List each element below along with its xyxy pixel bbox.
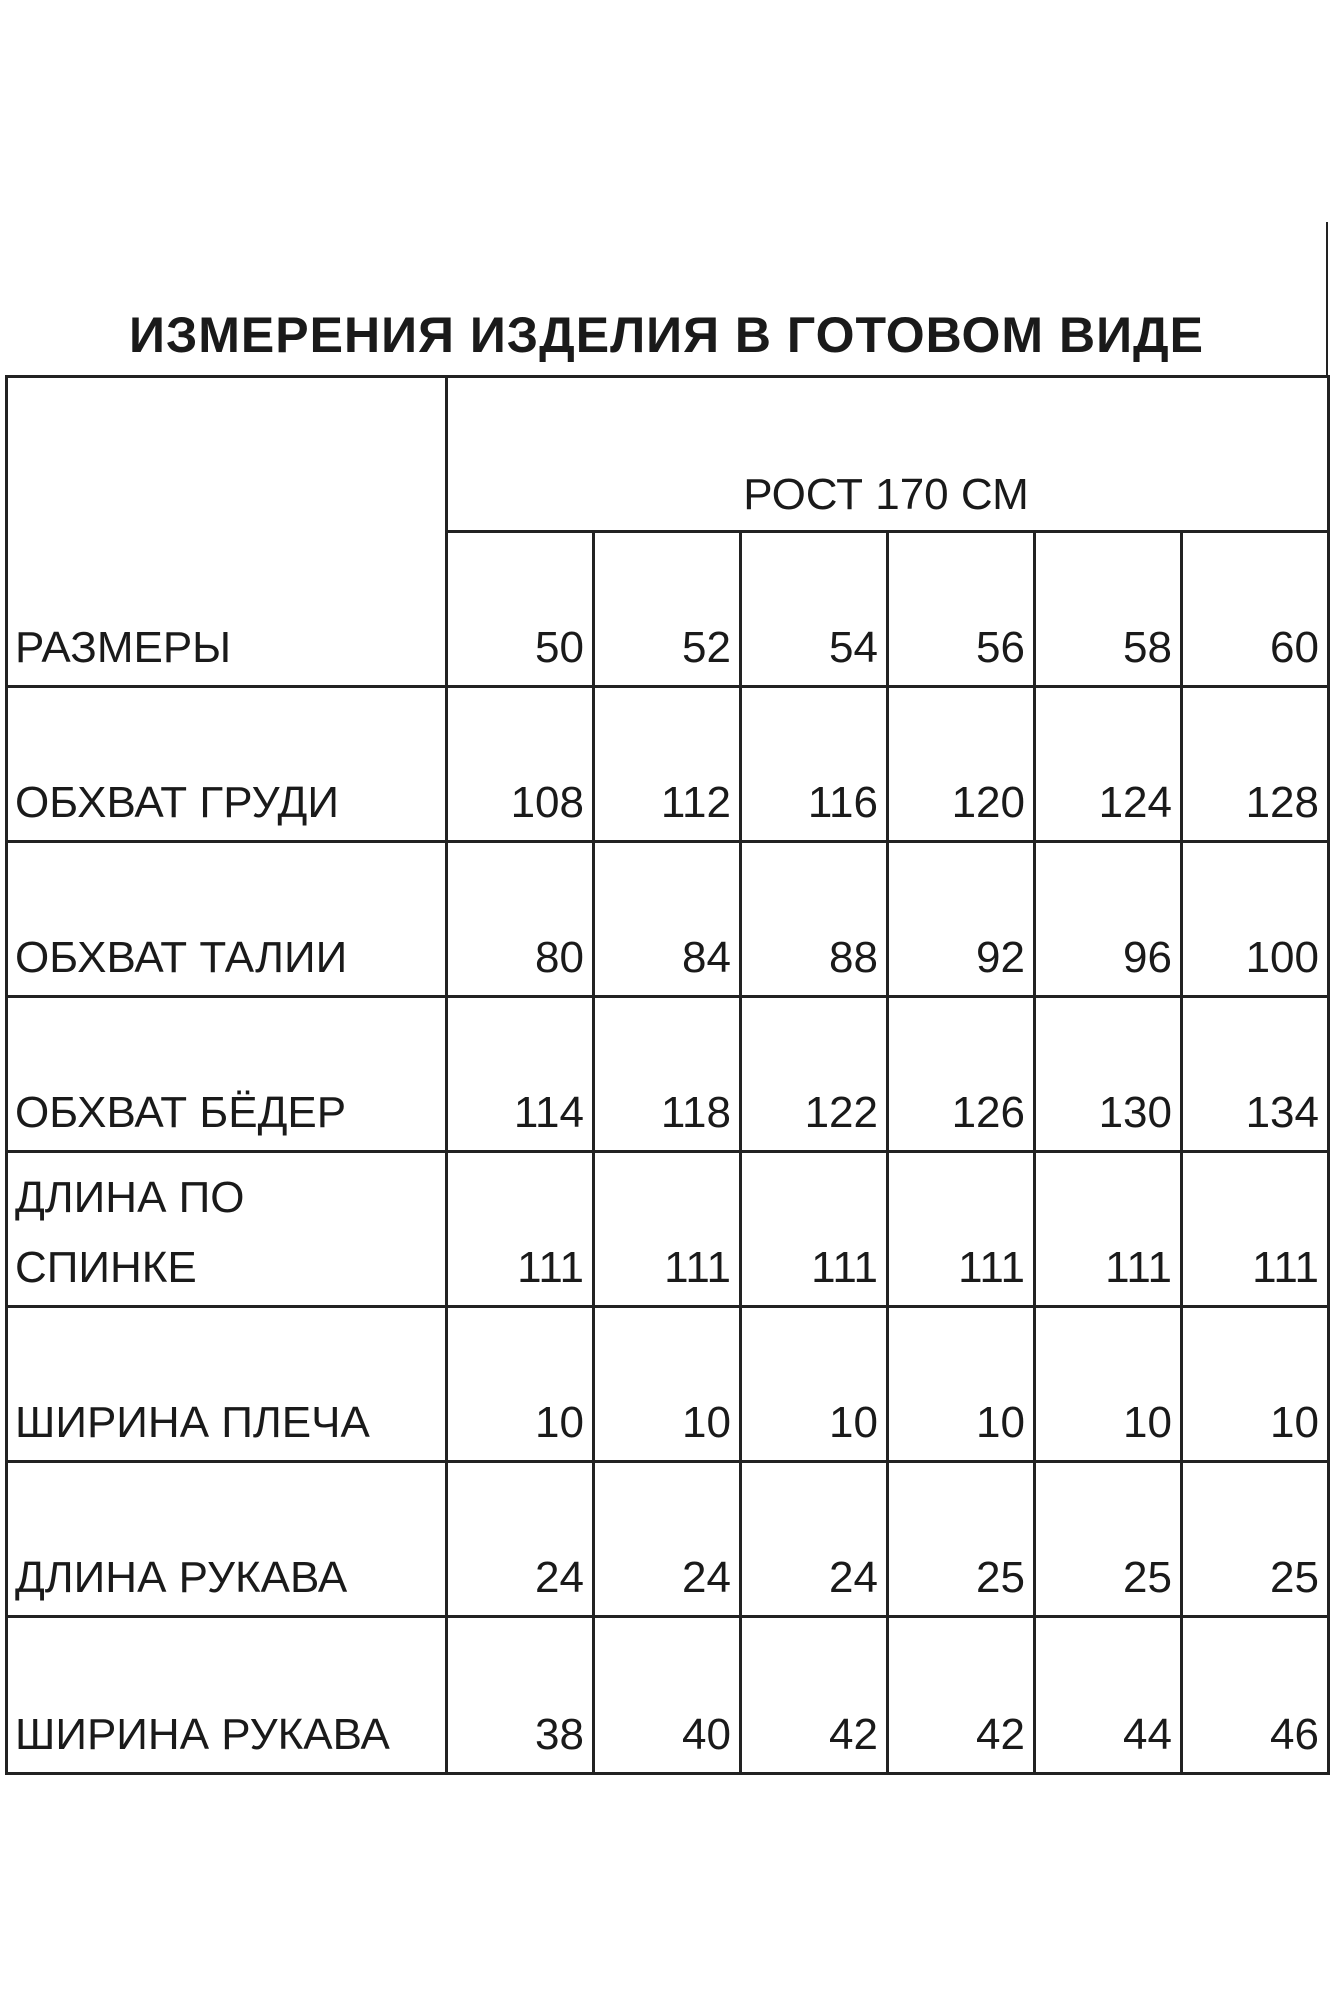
table-cell: 10 xyxy=(1270,1398,1319,1447)
table-cell: 44 xyxy=(1123,1710,1172,1759)
grid-line xyxy=(5,1615,1330,1618)
table-cell: 111 xyxy=(517,1243,584,1292)
table-cell: 40 xyxy=(682,1710,731,1759)
grid-line xyxy=(5,375,1330,378)
table-cell: 111 xyxy=(958,1243,1025,1292)
size-value: 52 xyxy=(682,623,731,672)
row-label: ОБХВАТ БЁДЕР xyxy=(15,1088,347,1137)
measurements-table xyxy=(5,375,1327,1775)
grid-line xyxy=(1033,530,1036,1775)
table-cell: 130 xyxy=(1098,1088,1172,1137)
table-cell: 80 xyxy=(535,933,584,982)
row-label: ШИРИНА ПЛЕЧА xyxy=(15,1398,370,1447)
table-cell: 10 xyxy=(535,1398,584,1447)
page-title: ИЗМЕРЕНИЯ ИЗДЕЛИЯ В ГОТОВОМ ВИДЕ xyxy=(129,307,1204,363)
row-label: ОБХВАТ ГРУДИ xyxy=(15,778,339,827)
size-value: 58 xyxy=(1123,623,1172,672)
table-cell: 88 xyxy=(829,933,878,982)
table-cell: 92 xyxy=(976,933,1025,982)
table-cell: 46 xyxy=(1270,1710,1319,1759)
grid-line xyxy=(1180,530,1183,1775)
table-cell: 38 xyxy=(535,1710,584,1759)
grid-line xyxy=(5,1772,1330,1775)
size-value: 50 xyxy=(535,623,584,672)
table-cell: 42 xyxy=(976,1710,1025,1759)
table-cell: 10 xyxy=(1123,1398,1172,1447)
size-value: 60 xyxy=(1270,623,1319,672)
table-cell: 25 xyxy=(1270,1553,1319,1602)
grid-line xyxy=(5,995,1330,998)
row-label-line: ДЛИНА ПО xyxy=(15,1173,245,1222)
table-cell: 10 xyxy=(976,1398,1025,1447)
table-cell: 116 xyxy=(807,778,878,827)
sizes-label: РАЗМЕРЫ xyxy=(15,623,232,672)
table-cell: 111 xyxy=(811,1243,878,1292)
grid-line xyxy=(739,530,742,1775)
table-cell: 100 xyxy=(1245,933,1319,982)
grid-line xyxy=(1327,375,1330,1775)
row-label: ОБХВАТ ТАЛИИ xyxy=(15,933,348,982)
grid-line xyxy=(5,375,8,1775)
table-cell: 10 xyxy=(682,1398,731,1447)
table-cell: 24 xyxy=(535,1553,584,1602)
table-cell: 24 xyxy=(682,1553,731,1602)
table-cell: 111 xyxy=(1105,1243,1172,1292)
table-cell: 25 xyxy=(1123,1553,1172,1602)
table-cell: 124 xyxy=(1098,778,1172,827)
grid-line xyxy=(5,1460,1330,1463)
size-value: 54 xyxy=(829,623,878,672)
row-label-line: СПИНКЕ xyxy=(15,1243,197,1292)
table-cell: 108 xyxy=(510,778,584,827)
table-cell: 10 xyxy=(829,1398,878,1447)
grid-line xyxy=(5,685,1330,688)
row-label: ДЛИНА РУКАВА xyxy=(15,1553,348,1602)
table-cell: 120 xyxy=(951,778,1025,827)
height-header: РОСТ 170 СМ xyxy=(743,470,1029,519)
table-cell: 128 xyxy=(1245,778,1319,827)
table-cell: 111 xyxy=(664,1243,731,1292)
table-cell: 114 xyxy=(513,1088,584,1137)
table-cell: 42 xyxy=(829,1710,878,1759)
grid-line xyxy=(592,530,595,1775)
table-cell: 122 xyxy=(804,1088,878,1137)
table-cell: 126 xyxy=(951,1088,1025,1137)
table-cell: 84 xyxy=(682,933,731,982)
table-cell: 118 xyxy=(660,1088,731,1137)
table-cell: 96 xyxy=(1123,933,1172,982)
size-value: 56 xyxy=(976,623,1025,672)
table-cell: 25 xyxy=(976,1553,1025,1602)
table-cell: 111 xyxy=(1252,1243,1319,1292)
grid-line xyxy=(5,840,1330,843)
grid-line xyxy=(5,1150,1330,1153)
grid-line xyxy=(5,1305,1330,1308)
table-cell: 24 xyxy=(829,1553,878,1602)
grid-line xyxy=(445,375,448,1775)
grid-line xyxy=(886,530,889,1775)
row-label: ШИРИНА РУКАВА xyxy=(15,1710,390,1759)
table-cell: 134 xyxy=(1245,1088,1319,1137)
table-cell: 112 xyxy=(660,778,731,827)
